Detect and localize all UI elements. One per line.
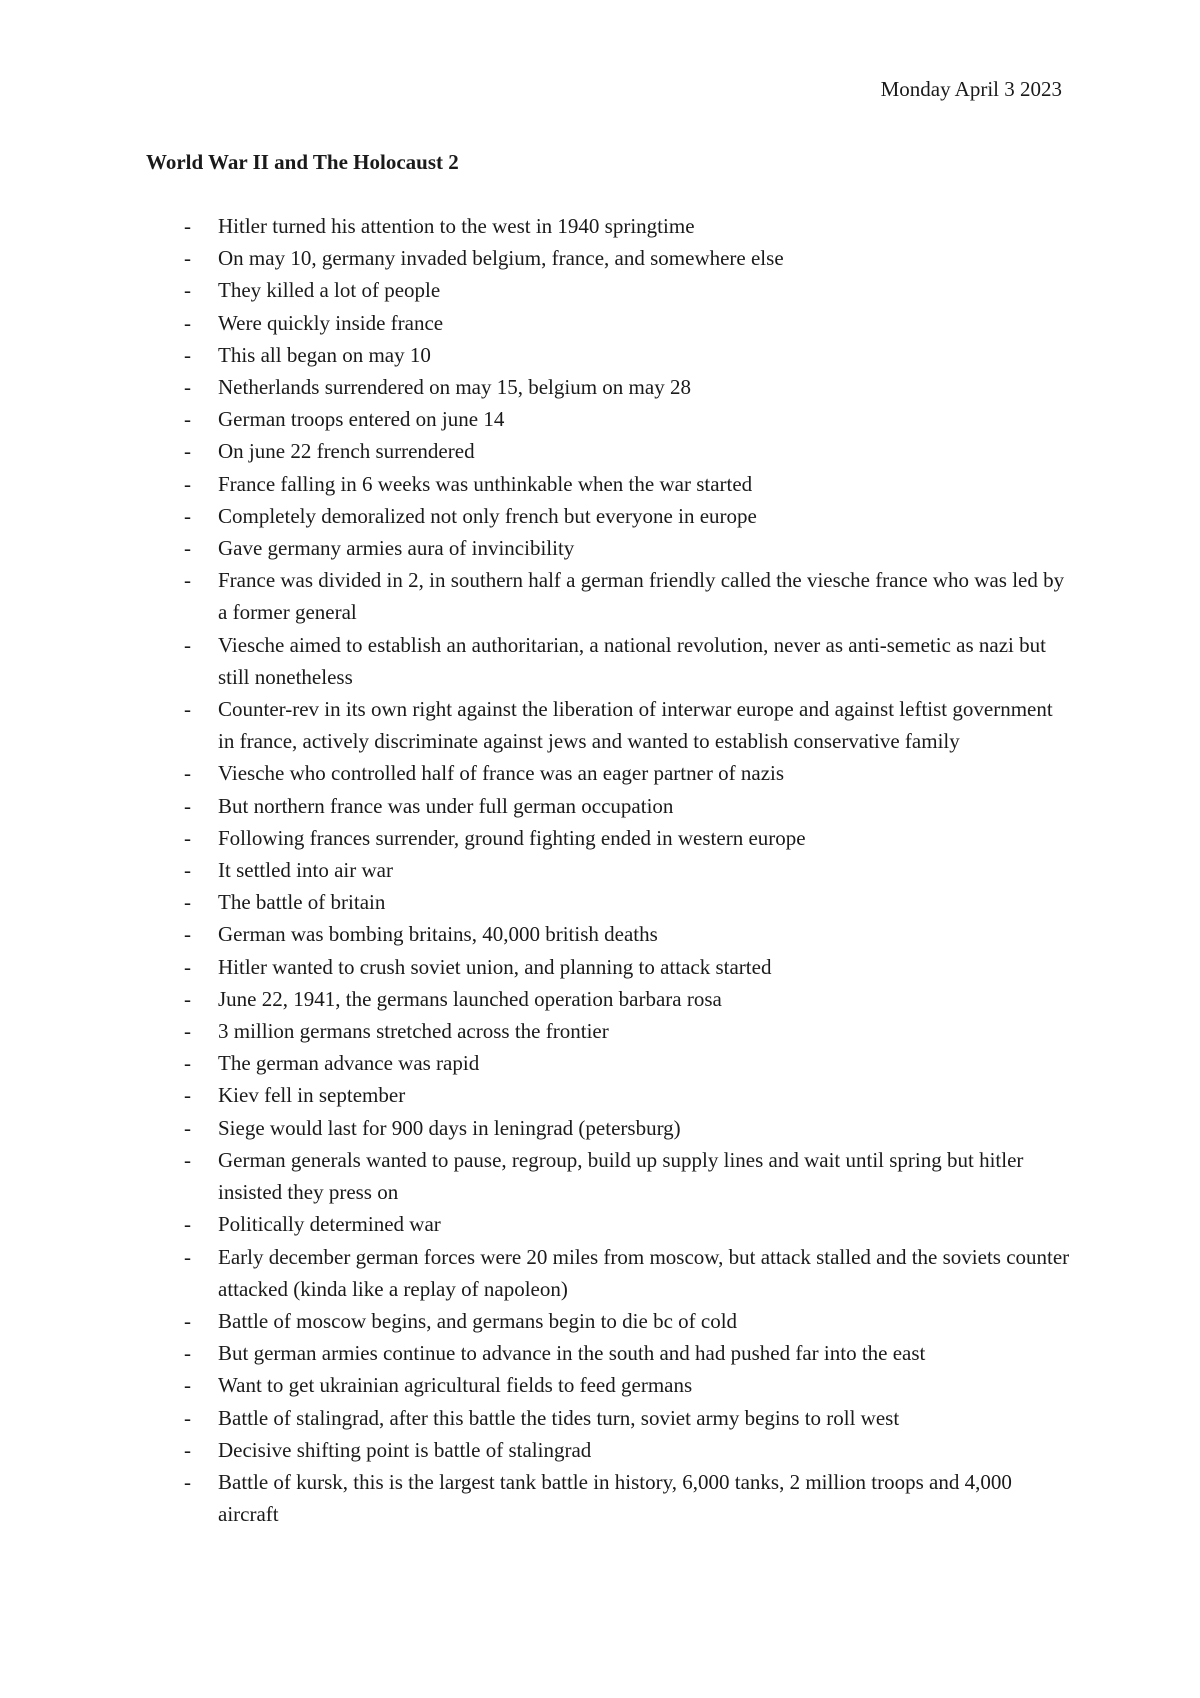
- note-item: - On june 22 french surrendered: [182, 435, 1072, 467]
- note-item: - The battle of britain: [182, 886, 1072, 918]
- note-item: - Want to get ukrainian agricultural fields to feed germans: [182, 1369, 1072, 1401]
- document-title: World War II and The Holocaust 2: [146, 150, 459, 174]
- note-item: - Politically determined war: [182, 1208, 1072, 1240]
- note-item: - Battle of stalingrad, after this battle the tides turn, soviet army begins to roll west: [182, 1402, 1072, 1434]
- note-item: - Hitler wanted to crush soviet union, and planning to attack started: [182, 951, 1072, 983]
- note-item: - Battle of moscow begins, and germans begin to die bc of cold: [182, 1305, 1072, 1337]
- note-item: - This all began on may 10: [182, 339, 1072, 371]
- note-item: - On may 10, germany invaded belgium, france, and somewhere else: [182, 242, 1072, 274]
- note-item: - German troops entered on june 14: [182, 403, 1072, 435]
- note-item: - Viesche who controlled half of france was an eager partner of nazis: [182, 757, 1072, 789]
- note-item: - Gave germany armies aura of invincibility: [182, 532, 1072, 564]
- note-item: - German was bombing britains, 40,000 british deaths: [182, 918, 1072, 950]
- note-item: - France was divided in 2, in southern half a german friendly called the viesche france who was led by a former general: [182, 564, 1072, 628]
- note-item: - Decisive shifting point is battle of stalingrad: [182, 1434, 1072, 1466]
- note-item: - Completely demoralized not only french but everyone in europe: [182, 500, 1072, 532]
- note-item: - But german armies continue to advance in the south and had pushed far into the east: [182, 1337, 1072, 1369]
- notes-list: [182, 210, 1072, 1530]
- note-item: - The german advance was rapid: [182, 1047, 1072, 1079]
- note-item: - June 22, 1941, the germans launched operation barbara rosa: [182, 983, 1072, 1015]
- note-item: - Kiev fell in september: [182, 1079, 1072, 1111]
- note-item: - Were quickly inside france: [182, 307, 1072, 339]
- note-item: - But northern france was under full german occupation: [182, 790, 1072, 822]
- note-item: - Siege would last for 900 days in leningrad (petersburg): [182, 1112, 1072, 1144]
- note-item: - Battle of kursk, this is the largest tank battle in history, 6,000 tanks, 2 million troops and 4,000 aircraft: [182, 1466, 1072, 1530]
- note-item: - It settled into air war: [182, 854, 1072, 886]
- document-date: Monday April 3 2023: [880, 77, 1062, 101]
- note-item: - Hitler turned his attention to the west in 1940 springtime: [182, 210, 1072, 242]
- note-item: - German generals wanted to pause, regroup, build up supply lines and wait until spring but hitler insisted they press on: [182, 1144, 1072, 1208]
- note-item: - 3 million germans stretched across the frontier: [182, 1015, 1072, 1047]
- note-item: - Viesche aimed to establish an authoritarian, a national revolution, never as anti-semetic as nazi but still nonetheless: [182, 629, 1072, 693]
- note-item: - Early december german forces were 20 miles from moscow, but attack stalled and the soviets counter attacked (kinda like a replay of napoleon): [182, 1241, 1072, 1305]
- note-item: - Following frances surrender, ground fighting ended in western europe: [182, 822, 1072, 854]
- note-item: - Counter-rev in its own right against the liberation of interwar europe and against leftist government in france, actively discriminate against jews and wanted to establish conservative family: [182, 693, 1072, 757]
- note-item: - Netherlands surrendered on may 15, belgium on may 28: [182, 371, 1072, 403]
- note-item: - France falling in 6 weeks was unthinkable when the war started: [182, 468, 1072, 500]
- note-item: - They killed a lot of people: [182, 274, 1072, 306]
